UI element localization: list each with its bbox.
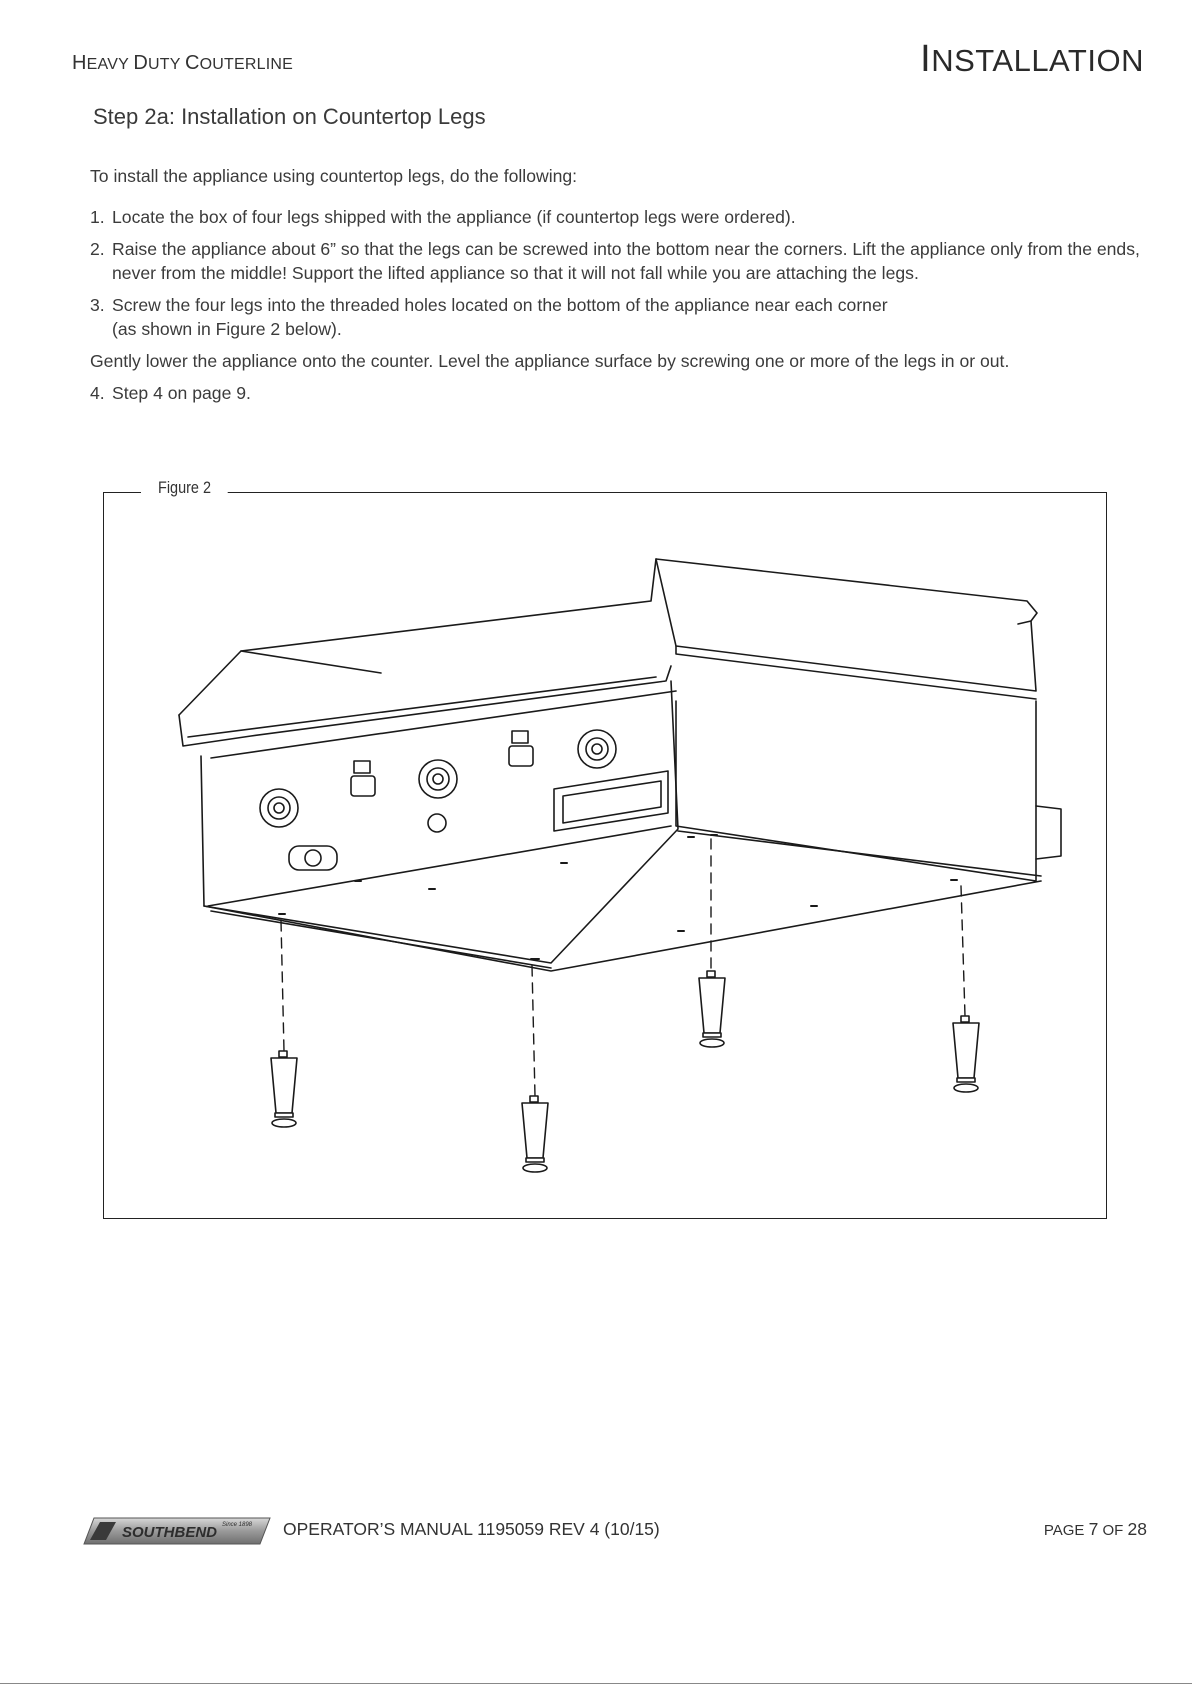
running-header-left (72, 52, 293, 75)
instructions-body (90, 164, 1140, 413)
step-text-line2: (as shown in Figure 2 below). (112, 319, 342, 339)
of-word: OF (1102, 1522, 1124, 1539)
leg-4 (953, 1016, 979, 1092)
figure-label: Figure 2 (141, 478, 228, 498)
list-item (90, 237, 1140, 285)
header-left-part2: UTY (147, 56, 185, 73)
step-text (112, 293, 1140, 341)
list-item (90, 293, 1140, 341)
step-text: Locate the box of four legs shipped with the appliance (if countertop legs were ordered). (112, 207, 796, 227)
page-number (1044, 1519, 1147, 1540)
step-number: 2. (90, 239, 105, 259)
griddle-leg-installation-illustration (104, 493, 1108, 1220)
bottom-rule (0, 1683, 1192, 1684)
step-text-line1: Screw the four legs into the threaded holes located on the bottom of the appliance near each corner (112, 295, 888, 315)
current-page: 7 (1088, 1519, 1099, 1539)
header-right-rest: NSTALLATION (931, 43, 1144, 78)
list-item (90, 381, 1140, 405)
header-left-part1: EAVY (86, 56, 134, 73)
header-left-c: C (184, 52, 200, 74)
total-pages: 28 (1127, 1519, 1147, 1539)
list-item (90, 205, 1140, 229)
page-word: PAGE (1043, 1522, 1085, 1539)
step-number: 1. (90, 207, 105, 227)
leg-2 (522, 1096, 548, 1172)
step-number: 3. (90, 295, 105, 315)
header-right-initial: I (920, 38, 932, 80)
step-text: Step 4 on page 9. (112, 383, 251, 403)
leg-3 (699, 971, 725, 1047)
svg-text:SOUTHBEND: SOUTHBEND (122, 1524, 218, 1541)
intro-paragraph: To install the appliance using countertop legs, do the following: (90, 166, 578, 186)
header-left-part3: OUTERLINE (199, 56, 293, 73)
running-header-right (920, 38, 1144, 81)
header-left-d: D (133, 52, 148, 74)
svg-text:Since 1898: Since 1898 (222, 1522, 253, 1528)
southbend-logo (82, 1516, 272, 1551)
header-left-initial: H (72, 52, 87, 74)
section-title: Step 2a: Installation on Countertop Legs (93, 104, 486, 129)
gently-paragraph: Gently lower the appliance onto the counter. Level the appliance surface by screwing one or more of the legs in or out. (90, 351, 1010, 371)
step-text: Raise the appliance about 6” so that the legs can be screwed into the bottom near the corners. Lift the appliance only from the ends, never from the middle! Support the lifted appliance so that it will not fall while you are attaching the legs. (112, 239, 1140, 283)
manual-reference: OPERATOR’S MANUAL 1195059 REV 4 (10/15) (283, 1519, 660, 1539)
step-number: 4. (90, 383, 105, 403)
leg-1 (271, 1051, 297, 1127)
figure-frame (103, 478, 1107, 1219)
